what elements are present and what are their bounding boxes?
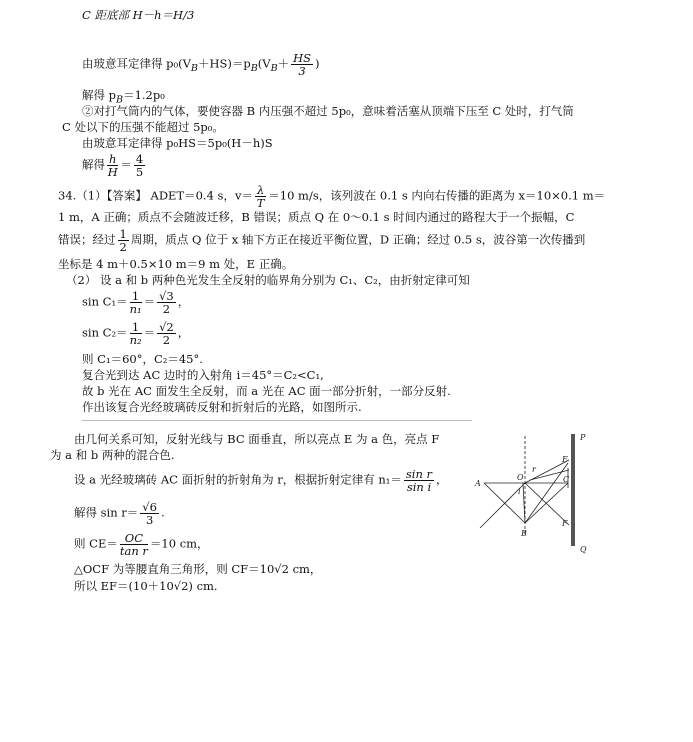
text-line: 由几何关系可知，反射光线与 BC 面垂直，所以亮点 E 为 a 色，亮点 F: [74, 432, 440, 446]
text-line: 则 C₁＝60°，C₂＝45°.: [82, 352, 203, 366]
text-line: C 距底部 H－h＝H/3: [82, 8, 195, 22]
equation-line: 解得 $p_B=1.2p_0$: [82, 88, 165, 106]
screen-pq: [571, 434, 575, 546]
text-line: 作出该复合光经玻璃砖反射和折射后的光路，如图所示.: [82, 400, 362, 414]
equation-line: 由玻意耳定律得 p₀HS＝5p₀(H－h)S: [82, 136, 273, 150]
label-b: B: [521, 529, 527, 538]
text-line: 错误；经过 $\frac{1}{2}$ 周期，质点 Q 位于 x 轴下方正在接近平衡位置，D 正确；经过 0.5 s，波谷第一次传播到: [58, 227, 586, 254]
text-line: 故 b 光在 AC 面发生全反射，而 a 光在 AC 面一部分折射，一部分反射.: [82, 384, 451, 398]
equation-line: 由玻意耳定律得 $p_0(V_B+HS)=p_B(V_B+$ $\frac{HS}{3}$ ): [82, 51, 320, 78]
label-c: C: [563, 475, 570, 484]
label-f: F: [562, 519, 568, 528]
equation-line: 解得 sin r＝ $\frac{√6}{3}$ .: [74, 500, 165, 527]
label-o: O: [517, 473, 524, 482]
text-line: 1 m，A 正确；质点不会随波迁移，B 错误；质点 Q 在 0～0.1 s 时间内通过的路程大于一个振幅，C: [58, 210, 575, 224]
text-line: 坐标是 4 m＋0.5×10 m＝9 m 处，E 正确。: [58, 257, 294, 271]
text-line: 为 a 和 b 两种的混合色.: [50, 448, 175, 462]
equation-line: sin C₁＝ $\frac{1}{\text{n₁}}$ ＝ $\frac{√3}{2}$ ，: [82, 289, 190, 316]
equation-line: 解得 $\frac{h}{H}$ ＝ $\frac{4}{5}$: [82, 152, 144, 179]
label-i: i: [518, 487, 521, 496]
divider: [82, 420, 472, 421]
text-line: 所以 EF＝(10＋10√2) cm.: [74, 579, 218, 593]
label-e: E: [562, 455, 568, 464]
text-line: C 处以下的压强不能超过 5p₀。: [62, 120, 224, 134]
answer-line: 34.（1）【答案】 ADET＝0.4 s，v＝ $\frac{\lambda}{T}$ ＝10 m/s，该列波在 0.1 s 内向右传播的距离为 x＝10×0.1 m＝: [58, 183, 606, 210]
equation-line: 设 a 光经玻璃砖 AC 面折射的折射角为 r，根据折射定律有 n₁＝ $\frac{\text{sin r}}{\text{sin i}}$ ，: [74, 467, 448, 494]
text-line: （2） 设 a 和 b 两种色光发生全反射的临界角分别为 C₁、C₂，由折射定律可知: [66, 273, 470, 287]
label-a: A: [475, 479, 481, 488]
equation-line: 则 CE＝ $\frac{OC}{\text{tan r}}$ ＝10 cm，: [74, 531, 209, 558]
text-line: 复合光到达 AC 边时的入射角 i＝45°＝C₂<C₁,: [82, 368, 324, 382]
label-q: Q: [580, 545, 587, 554]
label-p: P: [580, 433, 586, 442]
text-line: △OCF 为等腰直角三角形，则 CF＝10√2 cm，: [74, 562, 322, 576]
label-r: r: [532, 465, 536, 474]
equation-line: sin C₂＝ $\frac{1}{\text{n₂}}$ ＝ $\frac{√2}{2}$ ，: [82, 320, 190, 347]
optics-diagram: [470, 428, 600, 556]
text-line: ②对打气筒内的气体，要使容器 B 内压强不超过 5p₀，意味着活塞从顶端下压至 C 处时，打气筒: [82, 104, 574, 118]
